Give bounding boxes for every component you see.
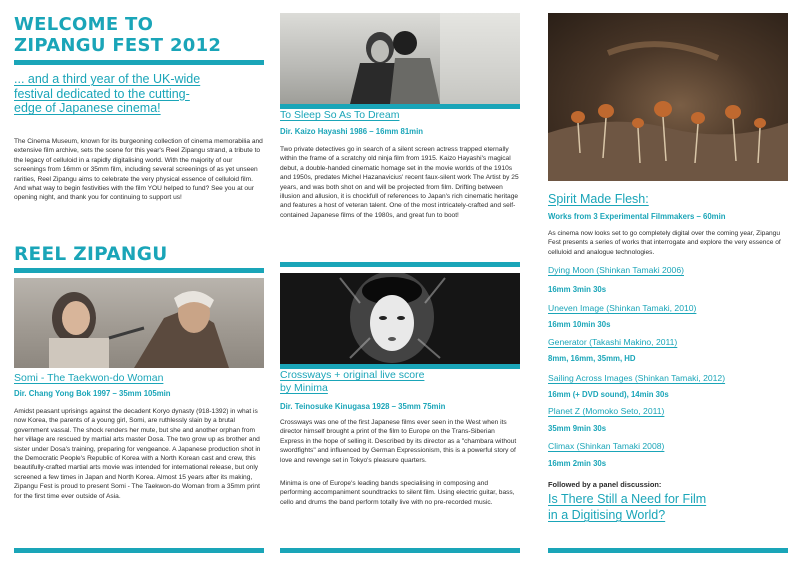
entry-title-sailing-across-images: Sailing Across Images (Shinkan Tamaki, 2012) bbox=[548, 373, 726, 383]
intro-text: The Cinema Museum, known for its burgeoning collection of cinema memorabilia and extensive film archive, sets the scene for this year's Reel Zipangu strand, a tribute to the legacy of celluloid in a rapidly digitalising world. With the majority of our screenings from 16mm or 35mm film, including several screenings of as yet unseen rarities, Reel Zipangu aims to celebrate the very physical essence of celluloid film. And what way to begin festivities with the film YOU helped to fund? See you at our opening night, and thank you for continuing to support us! bbox=[14, 138, 263, 202]
entry-spec-dying-moon: 16mm 3min 30s bbox=[548, 285, 607, 294]
minima-description: Minima is one of Europe's leading bands specialising in composing and performing accompaniment soundtracks to silent film. Using electric guitar, bass, cello and drums the band perform totally live with no pre-recorded music. bbox=[280, 480, 515, 506]
spirit-made-flesh-subtitle: Works from 3 Experimental Filmmakers – 60min bbox=[548, 212, 726, 221]
film-description-somi: Amidst peasant uprisings against the decadent Koryo dynasty (918-1392) in what is now Korea, the parents of a young girl, Somi, are ruthlessly slain by a brutal government vassal. The shock renders her mute, but she and another orphan from her village are rescued by martial arts master Dosa. The two grow up as brother and sister under Dosa's training, preparing for vengeance. A Japanese production shot in the Democratic People's Republic of Korea with a North Korean cast and crew, this beautifully-crafted martial arts movie was intended for international release, but only screened a few times in Japan and North Korea. Almost 15 years after its making, Zipangu Fest is proud to present Somi - The Taekwon-do Woman from a 35mm print for the first time ever outside of Asia. bbox=[14, 408, 261, 500]
tagline-line-2: festival dedicated to the cutting- bbox=[14, 86, 190, 101]
entry-title-uneven-image: Uneven Image (Shinkan Tamaki, 2010) bbox=[548, 303, 697, 313]
crossways-film-still bbox=[280, 273, 520, 364]
spirit-made-flesh-still bbox=[548, 13, 788, 181]
divider-bar bbox=[548, 548, 788, 553]
panel-discussion-title-line-1: Is There Still a Need for Film bbox=[548, 492, 707, 506]
film-director-crossways: Dir. Teinosuke Kinugasa 1928 – 35mm 75min bbox=[280, 402, 446, 411]
film-title-somi: Somi - The Taekwon-do Woman bbox=[14, 372, 164, 384]
tagline-line-3: edge of Japanese cinema! bbox=[14, 101, 161, 116]
entry-spec-uneven-image: 16mm 10min 30s bbox=[548, 320, 611, 329]
divider-bar bbox=[14, 268, 264, 273]
divider-bar bbox=[280, 548, 520, 553]
film-title-to-sleep: To Sleep So As To Dream bbox=[280, 109, 400, 121]
spirit-made-flesh-description: As cinema now looks set to go completely digital over the coming year, Zipangu Fest presents a series of works that interrogate and explore the very essence of celluloid and analogue technologies. bbox=[548, 230, 781, 256]
panel-discussion-title-line-2: in a Digitising World? bbox=[548, 508, 666, 522]
welcome-title bbox=[14, 14, 221, 56]
entry-spec-sailing-across-images: 16mm (+ DVD sound), 14min 30s bbox=[548, 390, 669, 399]
spirit-made-flesh-title: Spirit Made Flesh: bbox=[548, 192, 649, 206]
section-title-reel-zipangu: REEL ZIPANGU bbox=[14, 244, 168, 265]
crossways-still-face bbox=[280, 273, 520, 364]
film-director-to-sleep: Dir. Kaizo Hayashi 1986 – 16mm 81min bbox=[280, 127, 424, 136]
spirit-still-organic-forms bbox=[548, 13, 788, 181]
entry-title-dying-moon: Dying Moon (Shinkan Tamaki 2006) bbox=[548, 265, 684, 275]
divider-bar bbox=[280, 262, 520, 267]
to-sleep-still-figures bbox=[280, 13, 520, 104]
to-sleep-film-still bbox=[280, 13, 520, 104]
divider-bar bbox=[14, 548, 264, 553]
panel-discussion-title bbox=[548, 491, 706, 523]
entry-spec-generator: 8mm, 16mm, 35mm, HD bbox=[548, 354, 636, 363]
film-title-crossways-line-2: by Minima bbox=[280, 382, 328, 394]
entry-spec-climax: 16mm 2min 30s bbox=[548, 459, 607, 468]
tagline-line-1: ... and a third year of the UK-wide bbox=[14, 72, 201, 86]
film-description-to-sleep: Two private detectives go in search of a silent screen actress trapped eternally within the frame of a scratchy old ninja film from 1915. Kaizo Hayashi's magical debut, a double-handed cinematic homage set in the movie worlds of the 1910s and 1950s, predates Michel Hazanavicius' recent faux-silent work The Artist by 25 years, and was both shot on and will be projected from film. Drifting between illusion and allusion, it is chockfull of references to Japan's rich cinematic heritage and features a host of veteran talent. One of the most intricately-crafted and self-contained Japanese films of the 1980s, and great fun to boot! bbox=[280, 146, 519, 219]
film-title-crossways bbox=[280, 369, 520, 395]
film-description-crossways: Crossways was one of the first Japanese films ever seen in the West when its director himself brought a print of the film to Europe on the Trans-Siberian Express in the hope of selling it. Described by its director as a "chambara without swordfights" and influenced by German Expressionism, this is a powerful story of love and revenge set in Tokyo's pleasure quarters. bbox=[280, 419, 517, 464]
tagline bbox=[14, 72, 264, 116]
film-director-somi: Dir. Chang Yong Bok 1997 – 35mm 105min bbox=[14, 389, 171, 398]
entry-title-planet-z: Planet Z (Momoko Seto, 2011) bbox=[548, 406, 665, 416]
divider-bar bbox=[14, 60, 264, 65]
film-title-crossways-line-1: Crossways + original live score bbox=[280, 369, 425, 381]
entry-title-climax: Climax (Shinkan Tamaki 2008) bbox=[548, 441, 665, 451]
welcome-title-line-1: WELCOME TO bbox=[14, 14, 154, 35]
somi-still-figures bbox=[14, 278, 264, 368]
entry-title-generator: Generator (Takashi Makino, 2011) bbox=[548, 337, 678, 347]
panel-discussion-label: Followed by a panel discussion: bbox=[548, 480, 662, 489]
somi-film-still bbox=[14, 278, 264, 368]
welcome-title-line-2: ZIPANGU FEST 2012 bbox=[14, 35, 222, 56]
entry-spec-planet-z: 35mm 9min 30s bbox=[548, 424, 607, 433]
